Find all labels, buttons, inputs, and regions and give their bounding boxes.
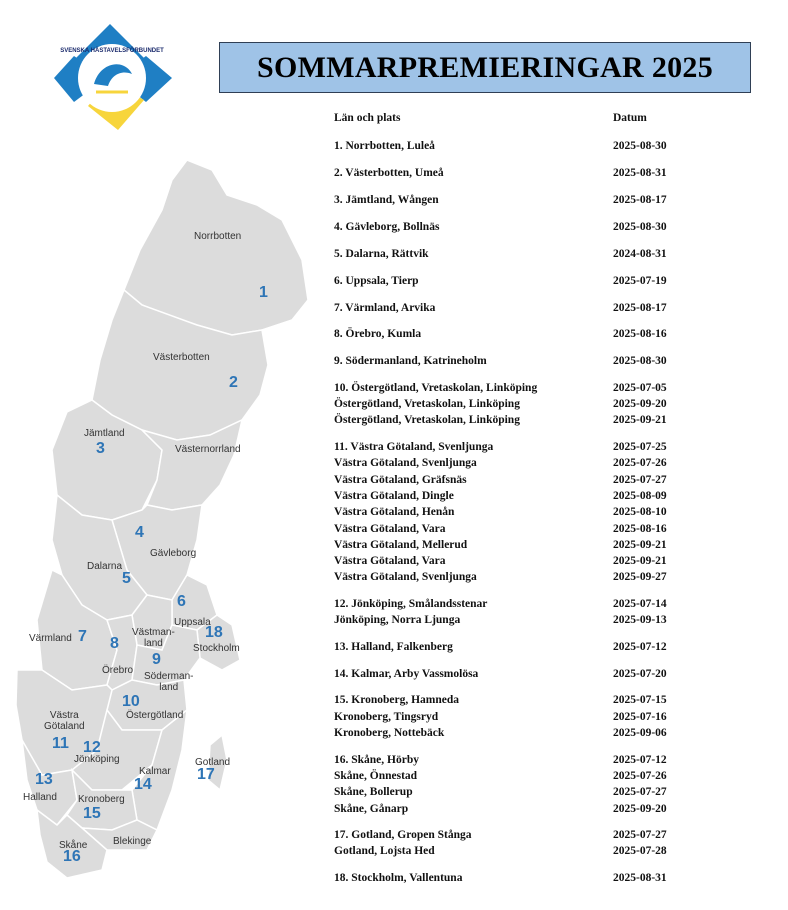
map-number-3: 3 xyxy=(96,440,105,457)
row-date: 2025-08-31 xyxy=(613,167,667,179)
row-place: 9. Södermanland, Katrineholm xyxy=(334,355,487,367)
row-place: Skåne, Bollerup xyxy=(334,786,413,798)
row-date: 2025-08-16 xyxy=(613,328,667,340)
row-date: 2025-07-25 xyxy=(613,441,667,453)
map-number-11: 11 xyxy=(52,735,69,752)
row-date: 2025-07-05 xyxy=(613,382,667,394)
row-date: 2025-08-16 xyxy=(613,523,667,535)
row-date: 2025-09-13 xyxy=(613,614,667,626)
row-place: 10. Östergötland, Vretaskolan, Linköping xyxy=(334,382,538,394)
row-place: 7. Värmland, Arvika xyxy=(334,302,436,314)
row-date: 2025-07-27 xyxy=(613,474,667,486)
row-place: 5. Dalarna, Rättvik xyxy=(334,248,429,260)
map-number-5: 5 xyxy=(122,570,131,587)
row-place: 4. Gävleborg, Bollnäs xyxy=(334,221,440,233)
row-date: 2025-09-21 xyxy=(613,555,667,567)
row-date: 2025-08-10 xyxy=(613,506,667,518)
row-place: Skåne, Gånarp xyxy=(334,803,409,815)
map-label-vasterbotten: Västerbotten xyxy=(153,352,210,363)
map-number-13: 13 xyxy=(35,771,53,788)
row-date: 2025-07-14 xyxy=(613,598,667,610)
map-label-jamtland: Jämtland xyxy=(84,428,125,439)
row-date: 2024-08-31 xyxy=(613,248,667,260)
row-date: 2025-08-30 xyxy=(613,140,667,152)
map-number-6: 6 xyxy=(177,593,186,610)
row-place: Västra Götaland, Svenljunga xyxy=(334,571,477,583)
row-date: 2025-07-15 xyxy=(613,694,667,706)
logo-text: SVENSKA HÄSTAVELSFÖRBUNDET xyxy=(60,48,164,54)
column-header-place: Län och plats xyxy=(334,112,401,124)
row-place: Östergötland, Vretaskolan, Linköping xyxy=(334,398,520,410)
map-label-vastmanland: Västman- land xyxy=(132,627,175,649)
row-place: 8. Örebro, Kumla xyxy=(334,328,422,340)
row-date: 2025-08-30 xyxy=(613,355,667,367)
row-date: 2025-07-20 xyxy=(613,668,667,680)
row-date: 2025-08-09 xyxy=(613,490,667,502)
row-place: Kronoberg, Tingsryd xyxy=(334,711,439,723)
association-logo xyxy=(52,22,174,134)
row-place: 14. Kalmar, Arby Vassmolösa xyxy=(334,668,479,680)
map-label-blekinge: Blekinge xyxy=(113,836,152,847)
map-label-ostergotland: Östergötland xyxy=(126,710,184,721)
row-place: Västra Götaland, Vara xyxy=(334,555,446,567)
row-date: 2025-07-27 xyxy=(613,829,667,841)
map-label-stockholm: Stockholm xyxy=(193,643,240,654)
row-date: 2025-09-06 xyxy=(613,727,667,739)
row-place: Västra Götaland, Vara xyxy=(334,523,446,535)
row-date: 2025-07-26 xyxy=(613,770,667,782)
map-label-norrbotten: Norrbotten xyxy=(194,231,242,242)
map-label-halland: Halland xyxy=(23,792,57,803)
row-date: 2025-07-19 xyxy=(613,275,667,287)
row-place: 1. Norrbotten, Luleå xyxy=(334,140,435,152)
map-number-8: 8 xyxy=(110,635,119,652)
row-date: 2025-09-20 xyxy=(613,803,667,815)
map-label-vasternorrland: Västernorrland xyxy=(175,444,241,455)
row-place: Västra Götaland, Svenljunga xyxy=(334,457,477,469)
map-label-vastra-gotaland: Västra Götaland xyxy=(44,710,85,732)
map-label-varmland: Värmland xyxy=(29,633,72,644)
row-date: 2025-08-17 xyxy=(613,194,667,206)
row-date: 2025-08-30 xyxy=(613,221,667,233)
row-place: 15. Kronoberg, Hamneda xyxy=(334,694,460,706)
row-place: Östergötland, Vretaskolan, Linköping xyxy=(334,414,520,426)
column-header-date: Datum xyxy=(613,112,647,124)
row-place: Kronoberg, Nottebäck xyxy=(334,727,445,739)
map-label-skane: Skåne xyxy=(59,840,88,851)
logo-graphic xyxy=(52,22,174,134)
map-number-1: 1 xyxy=(259,284,268,301)
map-label-jonkoping: Jönköping xyxy=(74,754,120,765)
map-label-gotland: Gotland xyxy=(195,757,231,768)
row-date: 2025-07-26 xyxy=(613,457,667,469)
map-label-orebro: Örebro xyxy=(102,665,134,676)
map-label-dalarna: Dalarna xyxy=(87,561,123,572)
row-place: 2. Västerbotten, Umeå xyxy=(334,167,444,179)
row-place: 11. Västra Götaland, Svenljunga xyxy=(334,441,494,453)
row-place: 12. Jönköping, Smålandsstenar xyxy=(334,598,488,610)
row-date: 2025-09-21 xyxy=(613,414,667,426)
sweden-map xyxy=(12,150,312,880)
row-place: Västra Götaland, Dingle xyxy=(334,490,454,502)
row-place: Västra Götaland, Gräfsnäs xyxy=(334,474,467,486)
row-date: 2025-07-27 xyxy=(613,786,667,798)
map-label-kronoberg: Kronoberg xyxy=(78,794,125,805)
row-date: 2025-09-27 xyxy=(613,571,667,583)
row-place: Skåne, Önnestad xyxy=(334,770,418,782)
row-date: 2025-07-12 xyxy=(613,641,667,653)
row-date: 2025-08-31 xyxy=(613,872,667,884)
map-number-14: 14 xyxy=(134,776,152,793)
row-place: 13. Halland, Falkenberg xyxy=(334,641,453,653)
map-number-15: 15 xyxy=(83,805,101,822)
page-title: SOMMARPREMIERINGAR 2025 xyxy=(256,50,714,84)
map-number-12: 12 xyxy=(83,739,101,756)
map-number-2: 2 xyxy=(229,374,238,391)
row-date: 2025-07-28 xyxy=(613,845,667,857)
map-number-4: 4 xyxy=(135,524,144,541)
map-number-18: 18 xyxy=(205,624,223,641)
map-number-10: 10 xyxy=(122,693,140,710)
row-place: 3. Jämtland, Wången xyxy=(334,194,439,206)
map-label-gavleborg: Gävleborg xyxy=(150,548,197,559)
row-place: 17. Gotland, Gropen Stånga xyxy=(334,829,472,841)
row-place: Västra Götaland, Mellerud xyxy=(334,539,468,551)
row-date: 2025-09-21 xyxy=(613,539,667,551)
map-number-7: 7 xyxy=(78,628,87,645)
row-place: Västra Götaland, Henån xyxy=(334,506,455,518)
row-place: Jönköping, Norra Ljunga xyxy=(334,614,461,626)
map-number-16: 16 xyxy=(63,848,81,865)
map-number-17: 17 xyxy=(197,766,215,783)
map-label-kalmar: Kalmar xyxy=(139,766,171,777)
row-date: 2025-07-12 xyxy=(613,754,667,766)
row-place: 18. Stockholm, Vallentuna xyxy=(334,872,463,884)
row-place: Gotland, Lojsta Hed xyxy=(334,845,435,857)
row-date: 2025-07-16 xyxy=(613,711,667,723)
row-date: 2025-09-20 xyxy=(613,398,667,410)
row-place: 16. Skåne, Hörby xyxy=(334,754,419,766)
map-number-9: 9 xyxy=(152,651,161,668)
map-label-uppsala: Uppsala xyxy=(174,617,211,628)
row-place: 6. Uppsala, Tierp xyxy=(334,275,419,287)
row-date: 2025-08-17 xyxy=(613,302,667,314)
map-label-sodermanland: Söderman- land xyxy=(144,671,194,693)
title-banner xyxy=(219,42,751,93)
